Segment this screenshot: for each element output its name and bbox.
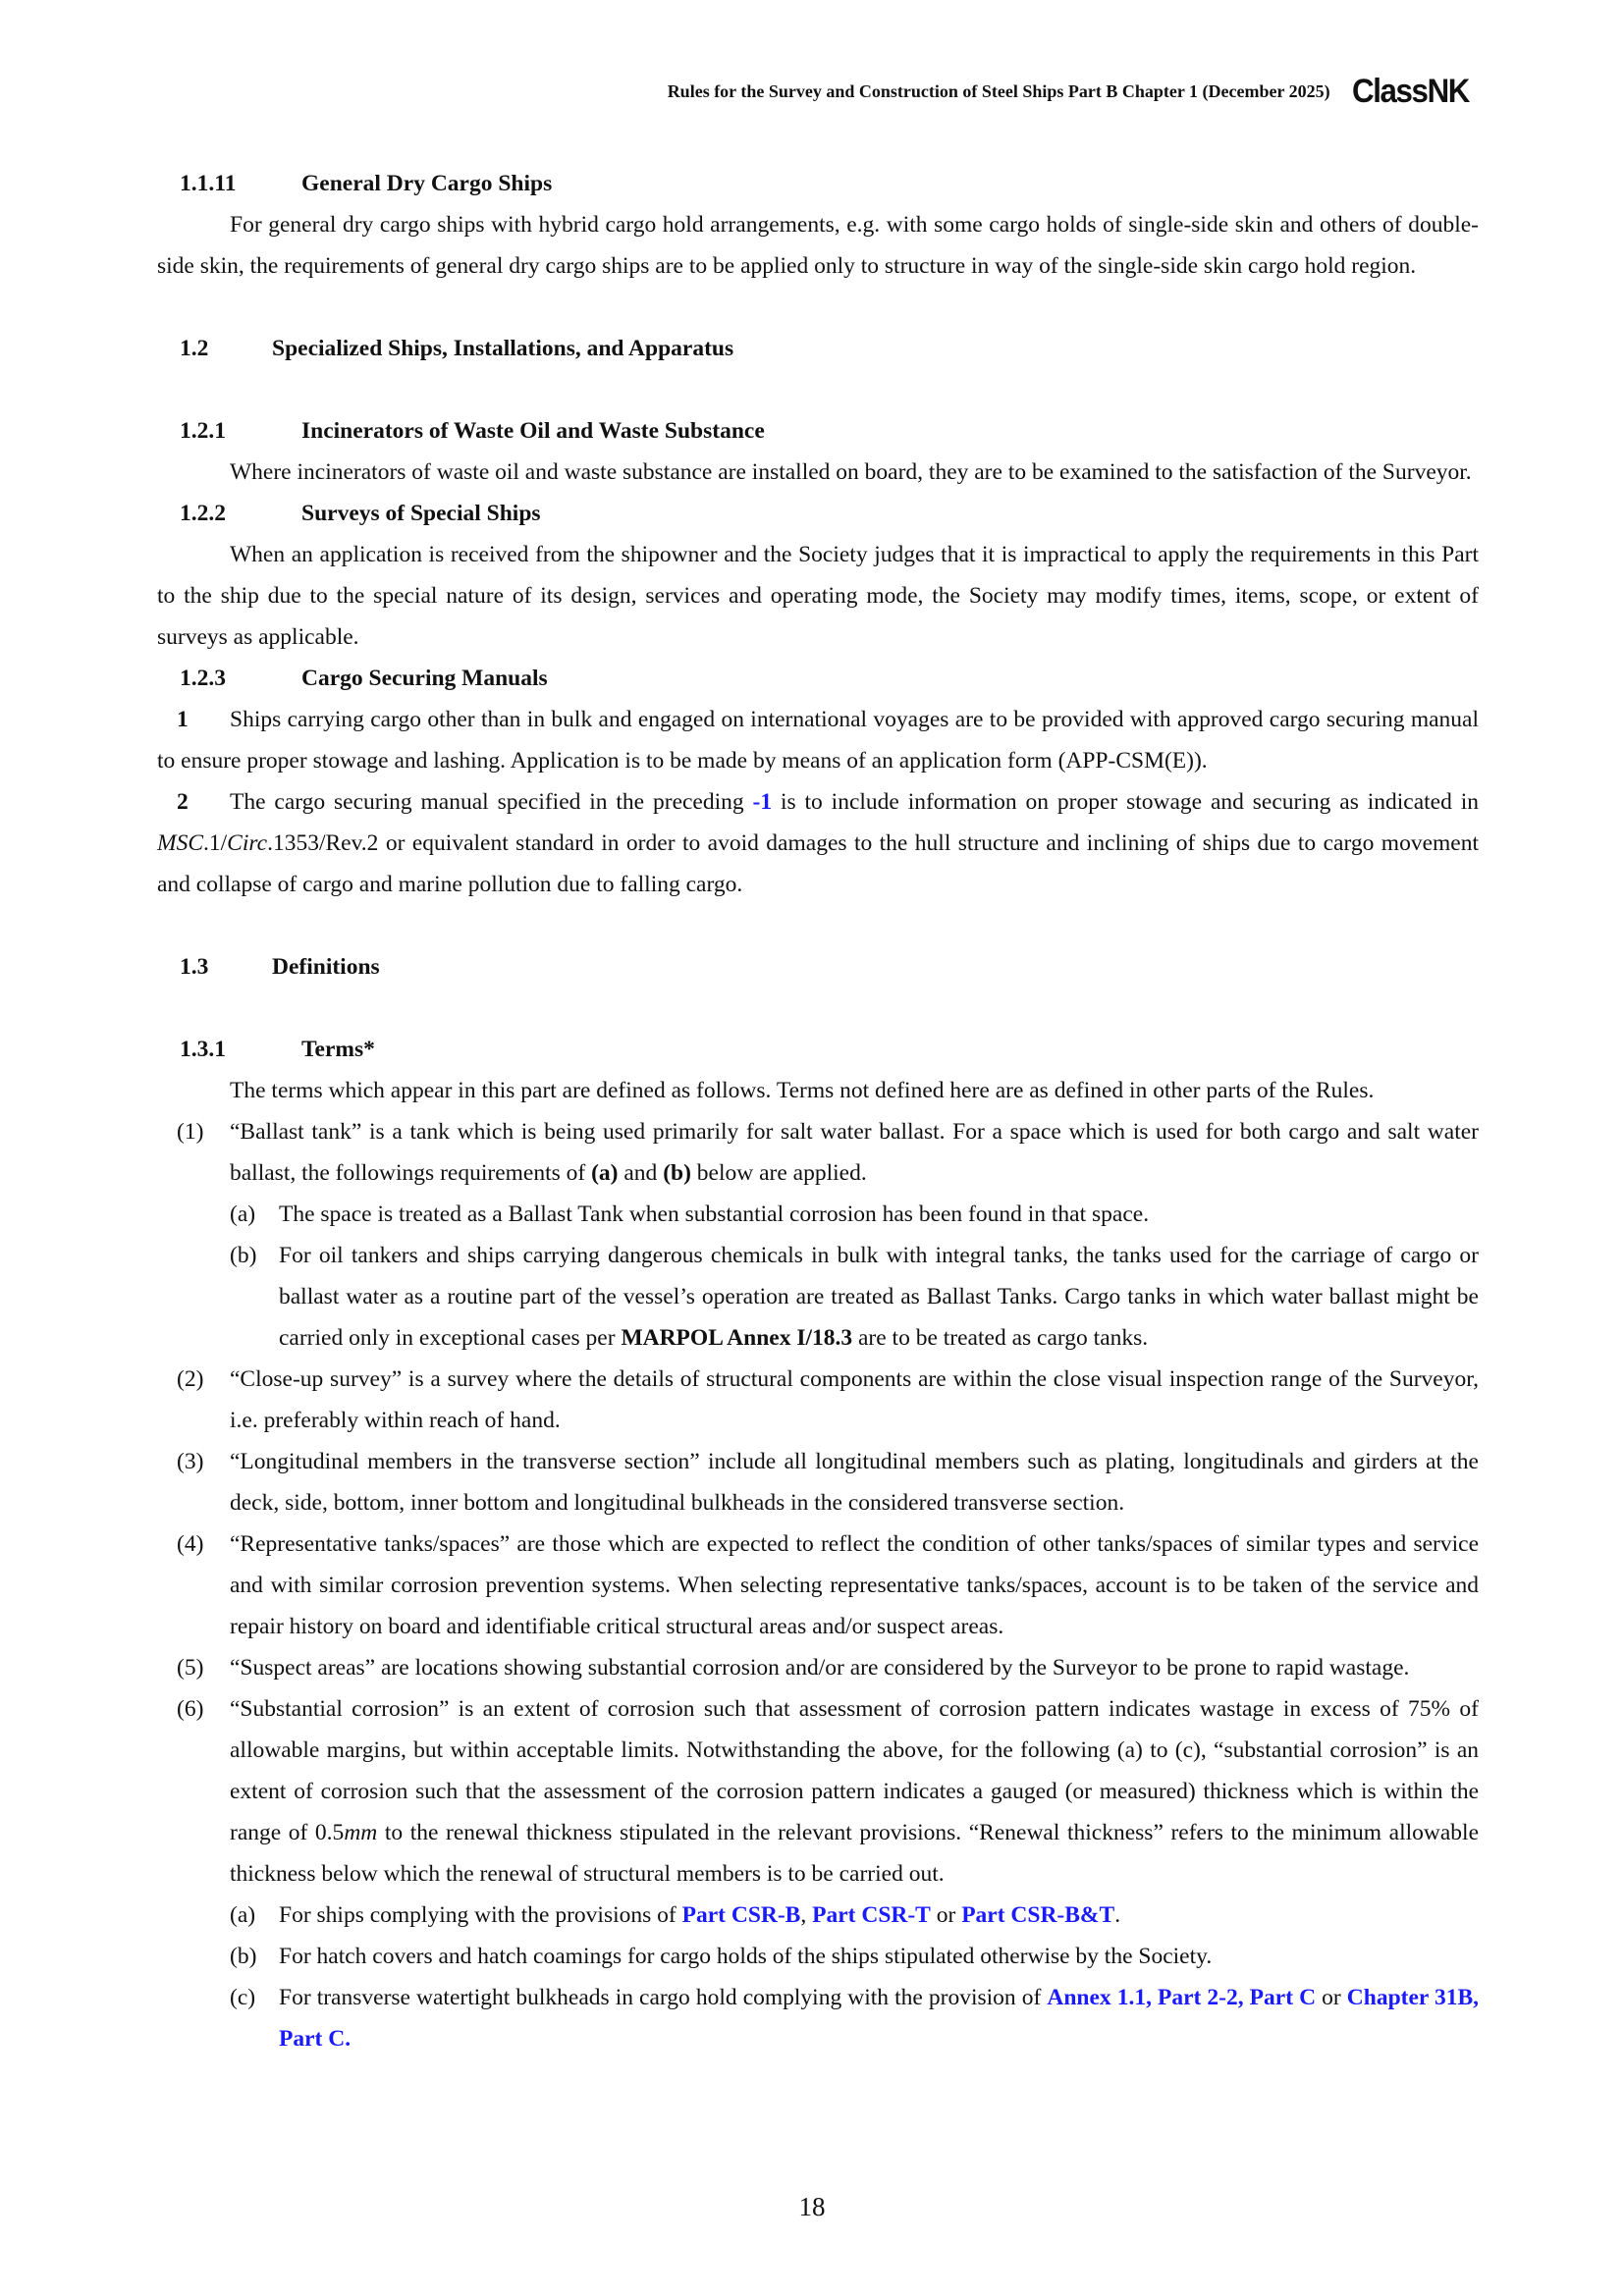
definitions-intro: The terms which appear in this part are defined as follows. Terms not defined here are as defined in other parts of the Rules. [230,1078,1375,1103]
subitem-label: (a) [230,1902,256,1928]
item-label: (3) [177,1449,204,1474]
section-title: Cargo Securing Manuals [301,666,548,691]
bold-ref: (a) [591,1160,619,1186]
page-header [668,75,1479,108]
link-part-csr-bt[interactable]: Part CSR-B&T [961,1902,1115,1928]
section-number: 1.1.11 [180,171,237,196]
circ-italic: Circ [227,830,268,856]
paragraph-text: is to include information on proper stowage and securing as indicated in [772,789,1479,815]
definition-item [157,1359,1479,1441]
heading-1-3-1 [157,1029,1479,1070]
definition-subitem [157,1895,1479,1936]
section-number: 1.2.3 [180,666,226,691]
heading-1-1-11 [157,163,1479,204]
item-label: (5) [177,1655,204,1681]
bold-ref: MARPOL Annex I/18.3 [621,1325,853,1351]
paragraph-1-2-2: When an application is received from the shipowner and the Society judges that it is impractical to apply the requirements in this Part to the ship due to the special nature of its design, services and operating mode, the Society may modify times, items, scope, or extent of surveys as applicable. [157,542,1479,650]
text-run: . [1114,1902,1121,1928]
subitem-label: (a) [230,1201,256,1227]
section-title: Definitions [272,954,380,980]
paragraph-number: 2 [177,789,189,815]
unit-italic: mm [344,1820,378,1845]
section-title: Terms* [301,1037,375,1062]
text-run: to the renewal thickness stipulated in the relevant provisions. “Renewal thickness” refers to the minimum allowable thickness below which the renewal of structural members is to be carried out. [230,1820,1480,1887]
item-label: (6) [177,1696,204,1722]
item-text: “Close-up survey” is a survey where the details of structural components are within the close visual inspection range of the Surveyor, i.e. preferably within reach of hand. [230,1366,1479,1433]
cross-reference-link[interactable]: -1 [752,789,773,815]
item-label: (1) [177,1119,204,1145]
paragraph-number: 1 [177,707,189,732]
definition-item [157,1688,1479,1895]
section-number: 1.2.1 [180,418,226,444]
paragraph-1-2-1: Where incinerators of waste oil and waste substance are installed on board, they are to be examined to the satisfaction of the Surveyor. [230,459,1472,485]
text-run: or [1316,1985,1347,2010]
paragraph-text: .1353/Rev.2 or equivalent standard in order to avoid damages to the hull structure and inclining of ships due to cargo movement and collapse of cargo and marine pollution due to falling cargo. [157,830,1479,897]
paragraph-text: Ships carrying cargo other than in bulk and engaged on international voyages are to be provided with approved cargo securing manual to ensure proper stowage and lashing. Application is to be made by means of an application form (APP-CSM(E)). [157,707,1479,774]
section-number: 1.3 [180,954,209,980]
section-title: Incinerators of Waste Oil and Waste Substance [301,418,765,444]
link-part-csr-t[interactable]: Part CSR-T [812,1902,931,1928]
link-chapter-31b[interactable]: Chapter 31B, Part C. [279,1985,1480,2052]
heading-1-2-2 [157,493,1479,534]
heading-1-3 [157,946,1479,988]
definition-subitem [157,1977,1479,2059]
subitem-text: The space is treated as a Ballast Tank when substantial corrosion has been found in that space. [279,1201,1150,1227]
paragraph-text: .1/ [203,830,228,856]
subitem-text [279,1895,1479,1936]
section-number: 1.2.2 [180,501,226,526]
text-run: and [618,1160,664,1186]
text-run: “Ballast tank” is a tank which is being used primarily for salt water ballast. For a space which is used for both cargo and salt water ballast, the followings requirements of [230,1119,1479,1186]
text-run: below are applied. [690,1160,867,1186]
paragraph-1-2-3-1 [157,699,1479,781]
section-title: General Dry Cargo Ships [301,171,553,196]
paragraph-1-1-11: For general dry cargo ships with hybrid cargo hold arrangements, e.g. with some cargo holds of single-side skin and others of double-side skin, the requirements of general dry cargo ships are to be applied only to structure in way of the single-side skin cargo hold region. [157,212,1479,279]
subitem-label: (b) [230,1243,257,1268]
text-run: For ships complying with the provisions of [279,1902,682,1928]
definition-item [157,1647,1479,1688]
text-run: For oil tankers and ships carrying dangerous chemicals in bulk with integral tanks, the tanks used for the carriage of cargo or ballast water as a routine part of the vessel’s operation are treated as Ballast Tanks. Cargo tanks in which water ballast might be carried only in exceptional cases per [279,1243,1479,1351]
link-annex-1-1[interactable]: Annex 1.1, Part 2-2, Part C [1047,1985,1317,2010]
document-body [157,163,1479,2059]
page-number: 18 [798,2192,826,2221]
subitem-text: For hatch covers and hatch coamings for cargo holds of the ships stipulated otherwise by the Society. [279,1944,1213,1969]
definition-subitem [157,1194,1479,1235]
text-run: , [800,1902,813,1928]
section-number: 1.3.1 [180,1037,226,1062]
definition-subitem [157,1235,1479,1359]
subitem-text [279,1235,1479,1359]
section-number: 1.2 [180,336,209,361]
item-text: “Suspect areas” are locations showing substantial corrosion and/or are considered by the Surveyor to be prone to rapid wastage. [230,1655,1410,1681]
item-text: “Longitudinal members in the transverse section” include all longitudinal members such as plating, longitudinals and girders at the deck, side, bottom, inner bottom and longitudinal bulkheads in the considered transverse section. [230,1449,1479,1516]
paragraph-1-2-3-2 [157,781,1479,905]
item-label: (2) [177,1366,204,1392]
text-run: For transverse watertight bulkheads in cargo hold complying with the provision of [279,1985,1048,2010]
text-run: are to be treated as cargo tanks. [852,1325,1149,1351]
header-title: Rules for the Survey and Construction of Steel Ships Part B Chapter 1 (December 2025) [667,81,1330,101]
subitem-label: (b) [230,1944,257,1969]
link-part-csr-b[interactable]: Part CSR-B [681,1902,801,1928]
paragraph-text: The cargo securing manual specified in the preceding [230,789,753,815]
text-run: or [930,1902,962,1928]
item-text [230,1111,1479,1194]
definition-item [157,1523,1479,1647]
heading-1-2-3 [157,658,1479,699]
heading-1-2-1 [157,410,1479,452]
item-label: (4) [177,1531,204,1557]
item-text: “Representative tanks/spaces” are those which are expected to reflect the condition of other tanks/spaces of similar types and service and with similar corrosion prevention systems. When selecting representative tanks/spaces, account is to be taken of the service and repair history on board and identifiable critical structural areas and/or suspect areas. [230,1531,1479,1639]
definition-item [157,1441,1479,1523]
bold-ref: (b) [663,1160,691,1186]
subitem-text [279,1977,1479,2059]
subitem-label: (c) [230,1985,256,2010]
section-title: Specialized Ships, Installations, and Apparatus [272,336,734,361]
classnk-logo: ClassNK [1351,73,1469,110]
msc-italic: MSC [157,830,203,856]
heading-1-2 [157,328,1479,369]
definition-item [157,1111,1479,1194]
definition-subitem [157,1936,1479,1977]
item-text [230,1688,1479,1895]
text-run: “Substantial corrosion” is an extent of corrosion such that assessment of corrosion pattern indicates wastage in excess of 75% of allowable margins, but within acceptable limits. Notwithstanding the above, for the following (a) to (c), “substantial corrosion” is an extent of corrosion such that the assessment of the corrosion pattern indicates a gauged (or measured) thickness which is within the range of 0.5 [230,1696,1479,1845]
section-title: Surveys of Special Ships [301,501,541,526]
